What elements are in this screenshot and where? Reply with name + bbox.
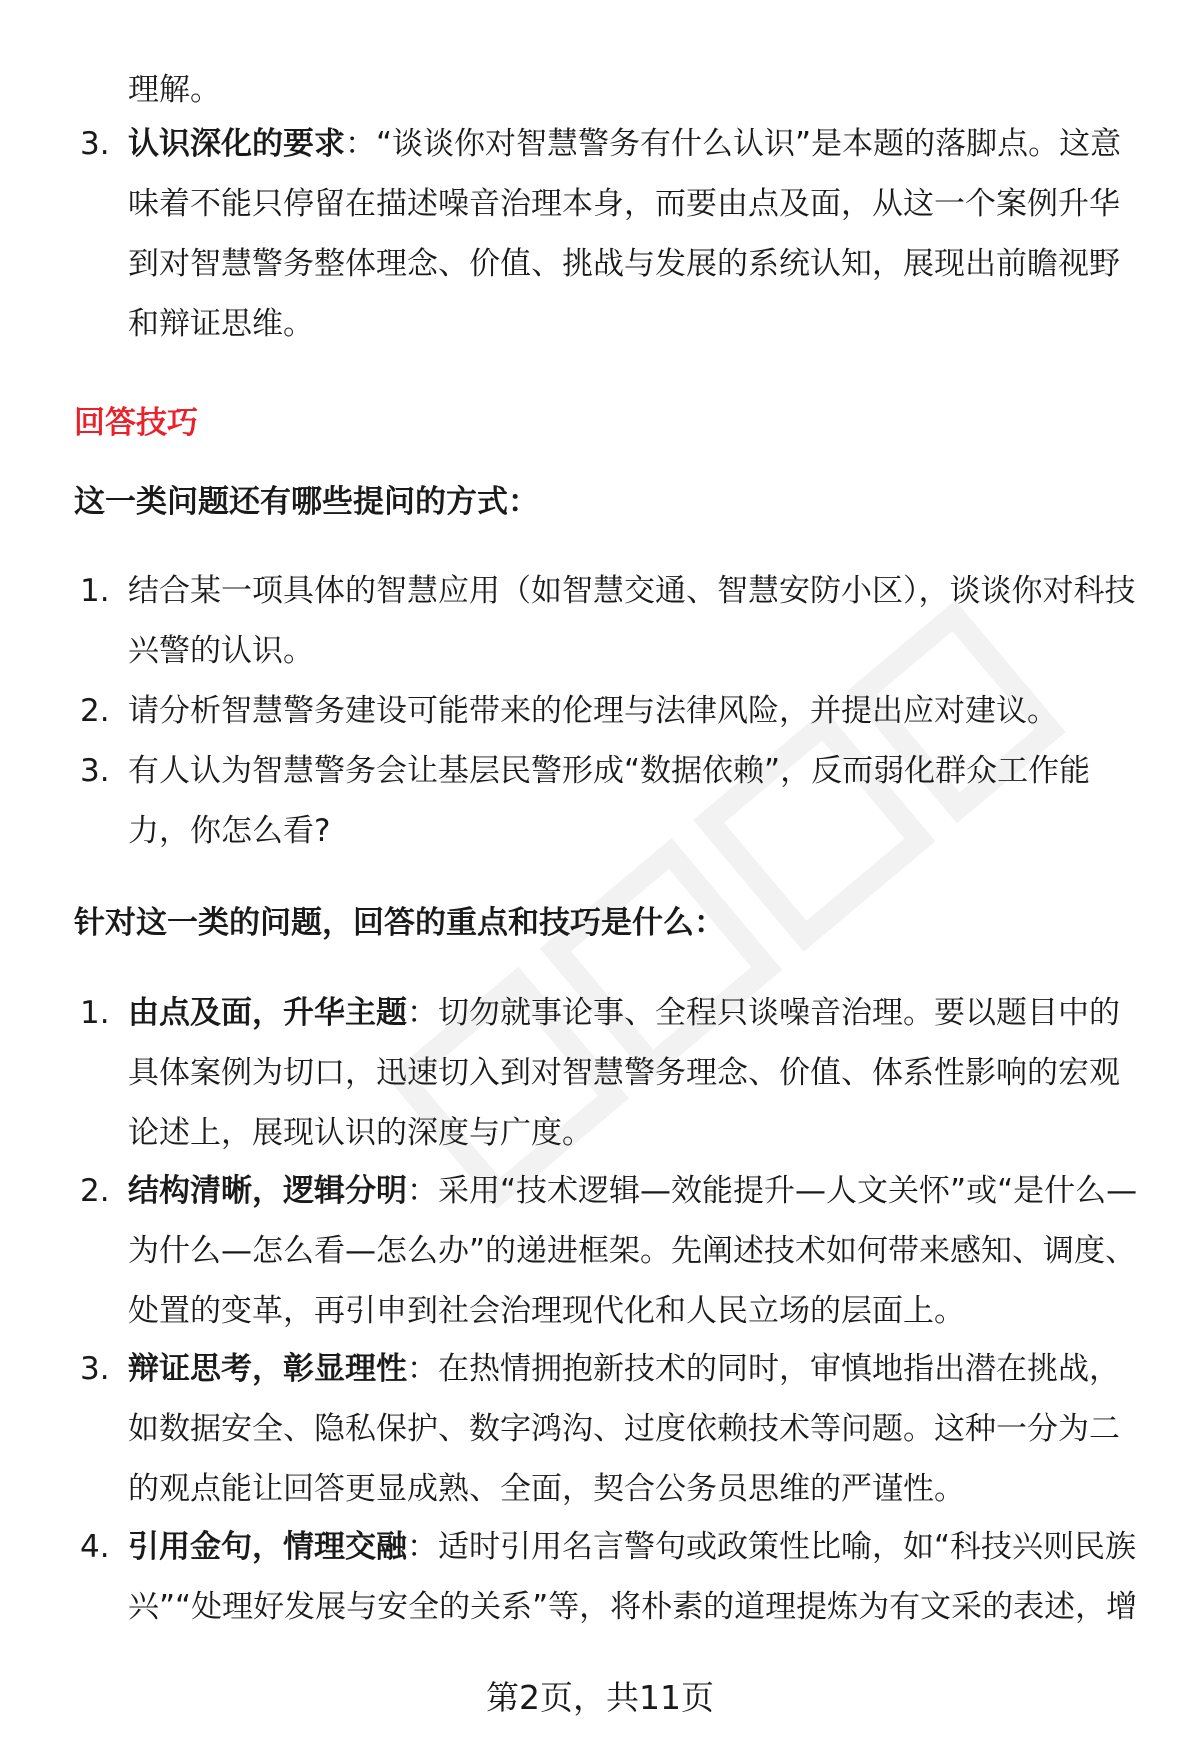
list-item-lead: 认识深化的要求 [128,126,345,162]
tip-lead: 辩证思考，彰显理性 [128,1351,407,1387]
tip-text: ：采用“技术逻辑—效能提升—人文关怀”或“是什么—为什么—怎么看—怎么办”的递进框架。先阐述技术如何带来感知、调度、处置的变革，再引申到社会治理现代化和人民立场的层面上。 [128,1173,1138,1329]
tip-item [128,1161,1148,1341]
tip-number: 1. [80,995,110,1031]
tip-lead: 由点及面，升华主题 [128,995,407,1031]
tip-number: 4. [80,1529,110,1565]
question-number: 1. [80,573,110,609]
tip-number: 2. [80,1173,110,1209]
list-item [128,114,1148,354]
question-number: 2. [80,693,110,729]
tip-item [128,1339,1148,1519]
tip-item [128,983,1148,1163]
question-number: 3. [80,753,110,789]
tips-heading: 针对这一类的问题，回答的重点和技巧是什么： [74,905,725,941]
questions-heading: 这一类问题还有哪些提问的方式： [74,484,539,520]
tip-lead: 引用金句，情理交融 [128,1529,407,1565]
page-number: 第2页，共11页 [486,1678,714,1717]
tip-text: ：切勿就事论事、全程只谈噪音治理。要以题目中的具体案例为切口，迅速切入到对智慧警务理念、价值、体系性影响的宏观论述上，展现认识的深度与广度。 [128,995,1120,1151]
list-number: 3. [80,126,110,162]
list-item-text: ：“谈谈你对智慧警务有什么认识”是本题的落脚点。这意味着不能只停留在描述噪音治理本身，而要由点及面，从这一个案例升华到对智慧警务整体理念、价值、挑战与发展的系统认知，展现出前瞻视野和辩证思维。 [128,126,1122,342]
section-title: 回答技巧 [74,405,198,441]
question-item: 请分析智慧警务建设可能带来的伦理与法律风险，并提出应对建议。 [128,693,1058,729]
question-item: 结合某一项具体的智慧应用（如智慧交通、智慧安防小区），谈谈你对科技兴警的认识。 [128,573,1136,669]
list-item-continuation: 理解。 [128,72,221,108]
tip-text: ：在热情拥抱新技术的同时，审慎地指出潜在挑战，如数据安全、隐私保护、数字鸿沟、过度依赖技术等问题。这种一分为二的观点能让回答更显成熟、全面，契合公务员思维的严谨性。 [128,1351,1120,1507]
question-item: 有人认为智慧警务会让基层民警形成“数据依赖”，反而弱化群众工作能力，你怎么看? [128,753,1091,849]
tip-text: ：适时引用名言警句或政策性比喻，如“科技兴则民族兴”“处理好发展与安全的关系”等，将朴素的道理提炼为有文采的表述，增 [128,1529,1138,1625]
tip-lead: 结构清晰，逻辑分明 [128,1173,407,1209]
tip-item [128,1517,1148,1637]
tip-number: 3. [80,1351,110,1387]
